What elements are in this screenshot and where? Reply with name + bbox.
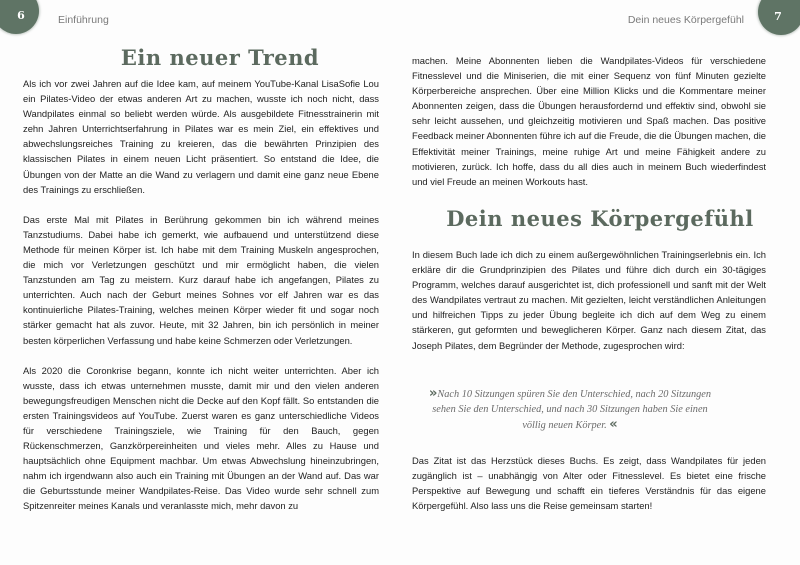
right-intro-text bbox=[412, 247, 766, 368]
paragraph: Das erste Mal mit Pilates in Berührung gekommen bin ich während meines Tanzstudiums. Dabei habe ich gemerkt, wie aufbauend und unterstützend diese Methode für meinen Körper ist. Ich habe mit dem Training Muskeln angesprochen, die mich vor Verletzungen geschützt und mir ermöglicht haben, die vielen Tanzstunden am Tag zu meistern. Kurz darauf habe ich angefangen, Pilates zu unterrichten. Auch nach der Geburt meines Sohnes vor elf Jahren war es das kontinuierliche Pilates-Training, welches meinen Körper wieder fit und sogar noch stärker gemacht hat als zuvor. Heute, mit 32 Jahren, bin ich persönlich in meiner besten körperlichen Verfassung und habe keine Schmerzen oder Verletzungen. bbox=[23, 213, 379, 346]
page-number-left: 6 bbox=[17, 8, 25, 22]
page-number-badge-left bbox=[0, 0, 39, 34]
page-number-badge-right bbox=[758, 0, 800, 35]
pilates-quote bbox=[422, 386, 718, 434]
right-closing-text bbox=[412, 453, 766, 528]
running-head-left: Einführung bbox=[58, 14, 109, 26]
left-body-text bbox=[23, 76, 379, 529]
paragraph: machen. Meine Abonnenten lieben die Wandpilates-Videos für verschiedene Fitnesslevel und die Miniserien, die mit einer Sequenz von fünf Minuten gezielte Körperbereiche ansprechen. Über eine Million Klicks und die Kommentare meiner Abonnenten zeigen, dass die Übungen herausfordernd und effektiv sind, obwohl sie sehr leicht aussehen, und gleichzeitig motivieren und Spaß machen. Das positive Feedback meiner Abonnenten führe ich auf die Freude, die die Übungen machen, die Effektivität meiner Trainings, meine ruhige Art und meine Fähigkeit andere zu motivieren, zurück. Ich hoffe, dass du all dies auch in meinem Buch wiederfindest und viel Freude an meinen Workouts hast. bbox=[412, 55, 766, 187]
section-title-ein-neuer-trend: Ein neuer Trend bbox=[120, 45, 320, 70]
running-head-right: Dein neues Körpergefühl bbox=[627, 14, 744, 26]
paragraph: Als ich vor zwei Jahren auf die Idee kam, auf meinem YouTube-Kanal LisaSofie Lou ein Pilates-Video der etwas anderen Art zu machen, wusste ich noch nicht, dass Wandpilates einmal so beliebt werden würde. Als ausgebildete Fitnesstrainerin mit zehn Jahren Unterrichtserfahrung in Pilates war es mein Ziel, ein effektives und abwechslungsreiches Training zu kreieren, das die bewährten Prinzipien des klassischen Pilates in einem neuen Licht präsentiert. So entstand die Idee, die Übungen von der Matte an die Wand zu verlagern und damit eine ganz neue Ebene des Trainings zu erschließen. bbox=[23, 78, 379, 195]
right-page bbox=[400, 0, 800, 565]
page-number-right: 7 bbox=[774, 9, 782, 23]
quote-text: Nach 10 Sitzungen spüren Sie den Unterschied, nach 20 Sitzungen sehen Sie den Unterschied, und nach 30 Sitzungen haben Sie einen völlig neuen Körper. bbox=[432, 389, 711, 432]
open-quote-icon: » bbox=[429, 386, 438, 401]
paragraph: In diesem Buch lade ich dich zu einem außergewöhnlichen Trainingserlebnis ein. Ich erkläre dir die Grundprinzipien des Pilates und führe dich durch ein 30-tägiges Programm, welches darauf ausgerichtet ist, dich professionell und sanft mit der Welt des Wandpilates vertraut zu machen. Mit gezielten, leicht verständlichen Anleitungen und hilfreichen Tipps zu jeder Übung begleite ich dich auf dem Weg zu einem stärkeren, gut geformten und beweglicheren Körper. Ganz nach diesem Zitat, das Joseph Pilates, dem Begründer der Methode, zugesprochen wird: bbox=[412, 249, 766, 351]
paragraph: Das Zitat ist das Herzstück dieses Buchs. Es zeigt, dass Wandpilates für jeden zugänglich ist – unabhängig von Alter oder Fitnesslevel. Es bietet eine frische Perspektive auf Bewegung und schafft ein tieferes Verständnis für das eigene Körpergefühl. Also lass uns die Reise gemeinsam starten! bbox=[412, 455, 766, 512]
close-quote-icon: « bbox=[609, 417, 618, 433]
section-title-dein-neues-koerpergefuehl: Dein neues Körpergefühl bbox=[446, 206, 754, 231]
paragraph: Als 2020 die Coronkrise begann, konnte ich nicht weiter unterrichten. Aber ich wusste, dass ich etwas unternehmen musste, damit mir und den vielen anderen bewegungsfreudigen Menschen nicht die Decke auf den Kopf fällt. So entstanden die ersten Trainingsvideos auf YouTube. Zuerst waren es ganz unterschiedliche Videos für verschiedene Trainingsziele, wie Training für den Bauch, gegen Rückenschmerzen, Ganzkörpereinheiten und vieles mehr. Alles zu Hause und hauptsächlich ohne Equipment machbar. Um etwas Abwechslung hineinzubringen, nahm ich irgendwann also auch ein Training mit Übungen an der Wand auf. Das war die Geburtsstunde meiner Wandpilates-Reise. Das Video wurde sehr schnell zum Spitzenreiter meines Kanals und veranlasste mich, mehr davon zu bbox=[23, 364, 379, 512]
right-continued-text bbox=[412, 53, 766, 204]
